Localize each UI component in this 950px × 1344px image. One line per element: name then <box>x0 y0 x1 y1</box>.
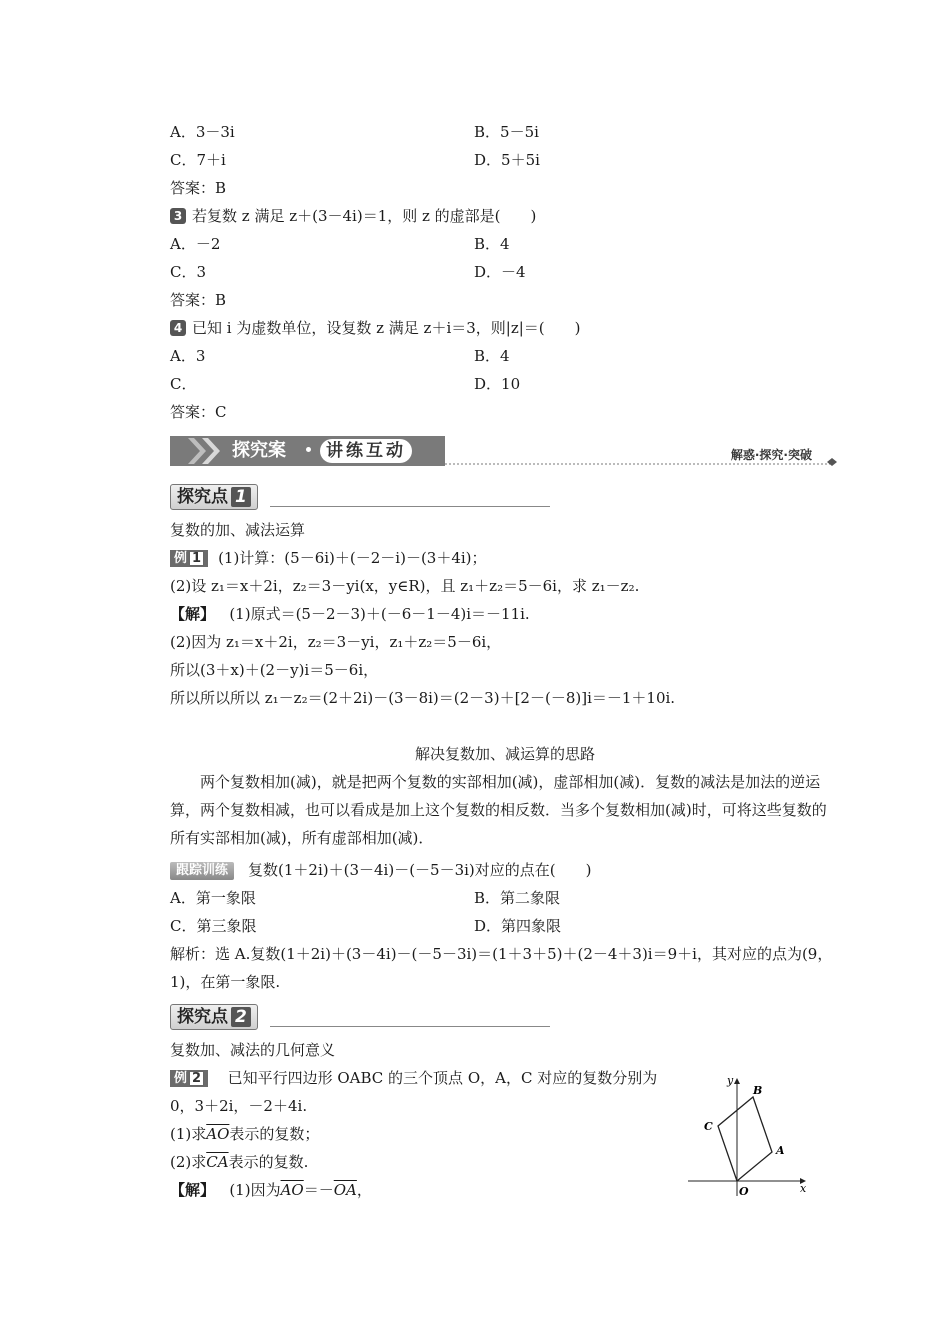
point2-topic: 复数加、减法的几何意义 <box>170 1041 336 1059</box>
vector-ao-2: $\overline{AO}$ <box>280 1181 304 1199</box>
track-option-d: D．第四象限 <box>474 917 562 935</box>
q4-option-b: B．4 <box>474 347 510 365</box>
q2-answer: 答案：B <box>170 179 227 197</box>
example2-question1 <box>170 1124 319 1144</box>
point1-topic: 复数的加、减法运算 <box>170 521 306 539</box>
solution1-part1: (1)原式＝(5－2－3)＋(－6－1－4)i＝－11i. <box>229 605 530 623</box>
banner-subtitle: 讲练互动 <box>320 439 412 463</box>
banner-title: 探究案 <box>232 440 286 461</box>
q2-option-a: A．3－3i <box>170 123 235 141</box>
q4-option-d: D．10 <box>474 375 521 393</box>
solution2-tag: 【解】 <box>170 1181 216 1199</box>
solution1-tag: 【解】 <box>170 605 216 623</box>
q4-stem: 已知 i 为虚数单位，设复数 z 满足 z＋i＝3，则|z|＝( ) <box>192 319 581 337</box>
example2-part1: 已知平行四边形 OABC 的三个顶点 O，A，C 对应的复数分别为 <box>227 1069 658 1087</box>
solution1-line1 <box>170 604 530 624</box>
vector-ca: $\overline{CA}$ <box>206 1153 229 1171</box>
vertex-c-label: C <box>704 1120 713 1133</box>
method-title: 解决复数加、减运算的思路 <box>414 745 595 763</box>
vertex-a-label: A <box>776 1144 785 1157</box>
q4-stem-line <box>170 318 581 338</box>
q2-option-b: B．5－5i <box>474 123 539 141</box>
example2-question2 <box>170 1152 308 1172</box>
point1-badge <box>170 484 258 510</box>
track-stem: 复数(1＋2i)＋(3－4i)－(－5－3i)对应的点在( ) <box>248 861 592 879</box>
point2-rule <box>270 1026 550 1027</box>
example1-number: 1 <box>189 551 204 566</box>
banner-right-text: 解惑·探究·突破 <box>730 448 812 462</box>
track-option-b: B．第二象限 <box>474 889 561 907</box>
q3-option-a: A．－2 <box>170 235 221 253</box>
q3-option-b: B．4 <box>474 235 510 253</box>
example1-tag <box>170 550 208 567</box>
example2-tag <box>170 1070 208 1087</box>
q3-answer: 答案：B <box>170 291 227 309</box>
q3-option-d: D．－4 <box>474 263 526 281</box>
banner-dot <box>306 447 311 452</box>
example2-line1 <box>170 1068 657 1088</box>
y-axis-label: y <box>727 1074 734 1087</box>
parallelogram-figure <box>684 1070 814 1200</box>
solution2-line1 <box>170 1180 372 1200</box>
example2-q1-prefix: (1)求 <box>170 1125 207 1143</box>
y-axis-arrow <box>734 1078 740 1084</box>
solution1-part2: (2)因为 z₁＝x＋2i，z₂＝3－yi，z₁＋z₂＝5－6i， <box>170 633 502 651</box>
vertex-o-label: O <box>739 1185 749 1198</box>
vector-oa: $\overline{OA}$ <box>333 1181 357 1199</box>
solution2-prefix: (1)因为 <box>229 1181 281 1199</box>
point1-rule <box>270 506 550 507</box>
method-paragraph: 两个复数相加(减)，就是把两个复数的实部相加(减)，虚部相加(减)．复数的减法是加法的逆运算，两个复数相减，也可以看成是加上这个复数的相反数．当多个复数相加(减)时，可将这些复数的所有实部相加(减)，所有虚部相加(减)． <box>170 773 827 847</box>
q4-number: 4 <box>170 320 186 336</box>
track-analysis: 解析：选 A.复数(1＋2i)＋(3－4i)－(－5－3i)＝(1＋3＋5)＋(2－4＋3)i＝9＋i，其对应的点为(9，1)，在第一象限. <box>170 945 833 991</box>
example1-tag-label: 例 <box>174 551 188 566</box>
x-axis-label: x <box>800 1182 807 1195</box>
q4-option-a: A．3 <box>170 347 206 365</box>
solution1-part3: 所以(3＋x)＋(2－y)i＝5－6i， <box>170 661 379 679</box>
vector-ao: $\overline{AO}$ <box>206 1125 230 1143</box>
q3-stem-line <box>170 206 536 226</box>
track-stem-line <box>170 860 592 880</box>
example2-part2: 0，3＋2i，－2＋4i. <box>170 1097 308 1115</box>
track-option-c: C．第三象限 <box>170 917 257 935</box>
track-tag: 跟踪训练 <box>170 862 234 880</box>
section-banner <box>170 436 840 466</box>
solution1-part4: 所以所以所以 z₁－z₂＝(2＋2i)－(3－8i)＝(2－3)＋[2－(－8)]i＝－1＋10i. <box>170 689 676 707</box>
q3-number: 3 <box>170 208 186 224</box>
point1-label: 探究点 <box>177 487 228 507</box>
q4-answer: 答案：C <box>170 403 227 421</box>
example1-part2: (2)设 z₁＝x＋2i，z₂＝3－yi(x，y∈R)，且 z₁＋z₂＝5－6i，求 z₁－z₂. <box>170 577 640 595</box>
example2-number: 2 <box>189 1071 204 1086</box>
vertex-b-label: B <box>753 1084 763 1097</box>
point1-header <box>170 484 550 510</box>
q3-stem: 若复数 z 满足 z＋(3－4i)＝1，则 z 的虚部是( ) <box>192 207 537 225</box>
point2-number: 2 <box>231 1007 251 1027</box>
point2-label: 探究点 <box>177 1007 228 1027</box>
parallelogram-oabc <box>718 1097 772 1181</box>
example1-line1 <box>170 548 487 568</box>
example1-part1: (1)计算：(5－6i)＋(－2－i)－(3＋4i)； <box>218 549 487 567</box>
solution2-middle: ＝－ <box>303 1181 334 1199</box>
point2-badge <box>170 1004 258 1030</box>
example2-q2-suffix: 表示的复数. <box>228 1153 309 1171</box>
track-option-a: A．第一象限 <box>170 889 256 907</box>
q2-option-c: C．7＋i <box>170 151 226 169</box>
example2-q1-suffix: 表示的复数； <box>229 1125 320 1143</box>
point2-header <box>170 1004 550 1030</box>
example2-tag-label: 例 <box>174 1071 188 1086</box>
q2-option-d: D．5＋5i <box>474 151 540 169</box>
example2-q2-prefix: (2)求 <box>170 1153 207 1171</box>
q4-option-c: C． <box>170 375 197 393</box>
solution2-suffix: ， <box>356 1181 372 1199</box>
point1-number: 1 <box>231 487 251 507</box>
q3-option-c: C．3 <box>170 263 207 281</box>
